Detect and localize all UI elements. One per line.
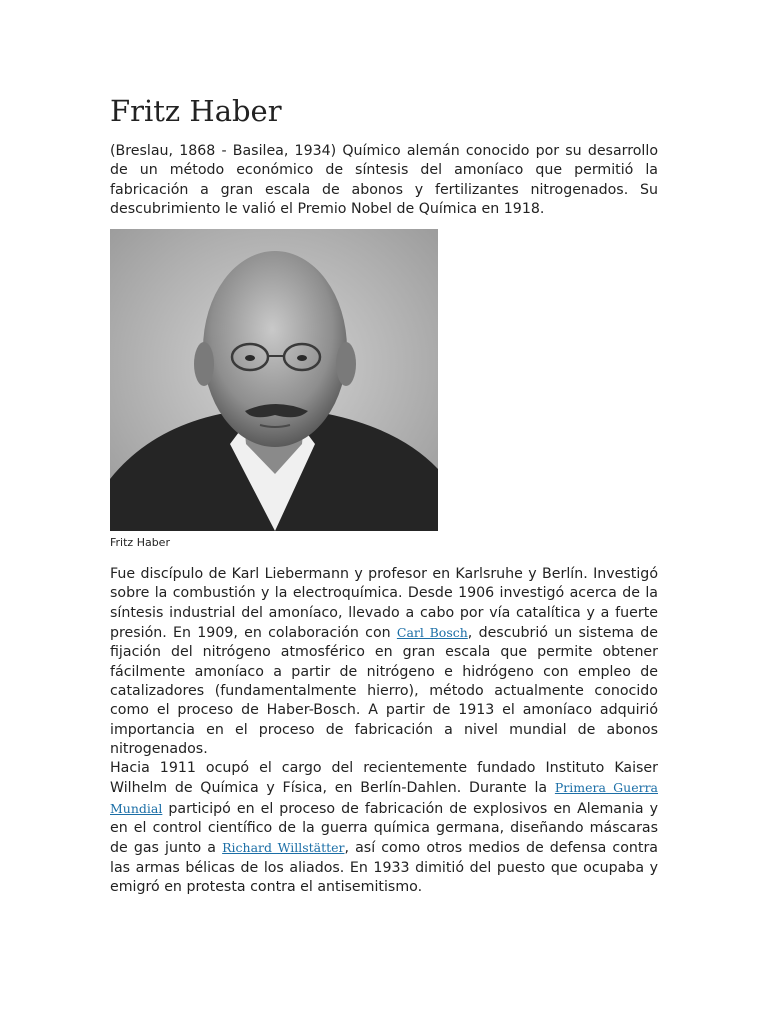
link-richard-willstatter[interactable]: Richard Willstätter [222, 840, 345, 856]
paragraph-text: , así como otros medios de defensa contra las armas bélicas de los aliados. En 1933 dimitió del puesto que ocupaba y emigró en protesta contra el antisemitismo. [110, 840, 658, 895]
link-primera-guerra-mundial[interactable]: Primera Guerra Mundial [110, 780, 658, 816]
article [110, 92, 658, 897]
link-carl-bosch[interactable]: Carl Bosch [396, 625, 468, 641]
paragraph-text: Fue discípulo de Karl Liebermann y profesor en Karlsruhe y Berlín. Investigó sobre la combustión y la electroquímica. Desde 1906 investigó acerca de la síntesis industrial del amoníaco, llevado a cabo por vía catalítica y a fuerte presión. En 1909, en colaboración con [110, 566, 658, 642]
paragraph-text: , descubrió un sistema de fijación del nitrógeno atmosférico en gran escala que permite obtener fácilmente amoníaco a partir de nitrógeno e hidrógeno con empleo de catalizadores (fundamentalmente hierro), método actualmente conocido como el proceso de Haber-Bosch. A partir de 1913 el amoníaco adquirió importancia en el proceso de fabricación a nivel mundial de abonos nitrogenados. [110, 625, 659, 757]
paragraph-text: Hacia 1911 ocupó el cargo del recientemente fundado Instituto Kaiser Wilhelm de Química y Física, en Berlín-Dahlen. Durante la [110, 760, 658, 797]
portrait-photo [110, 229, 438, 531]
page-title: Fritz Haber [110, 94, 282, 128]
paragraph-text: participó en el proceso de fabricación de explosivos en Alemania y en el control científico de la guerra química germana, diseñando máscaras de gas junto a [110, 800, 658, 857]
body-paragraph-1 [110, 565, 658, 759]
intro-paragraph: (Breslau, 1868 - Basilea, 1934) Químico alemán conocido por su desarrollo de un método económico de síntesis del amoníaco que permitió la fabricación a gran escala de abonos y fertilizantes nitrogenados. Su descubrimiento le valió el Premio Nobel de Química en 1918. [110, 143, 658, 217]
image-caption: Fritz Haber [110, 536, 170, 550]
body-paragraph-2 [110, 759, 658, 897]
